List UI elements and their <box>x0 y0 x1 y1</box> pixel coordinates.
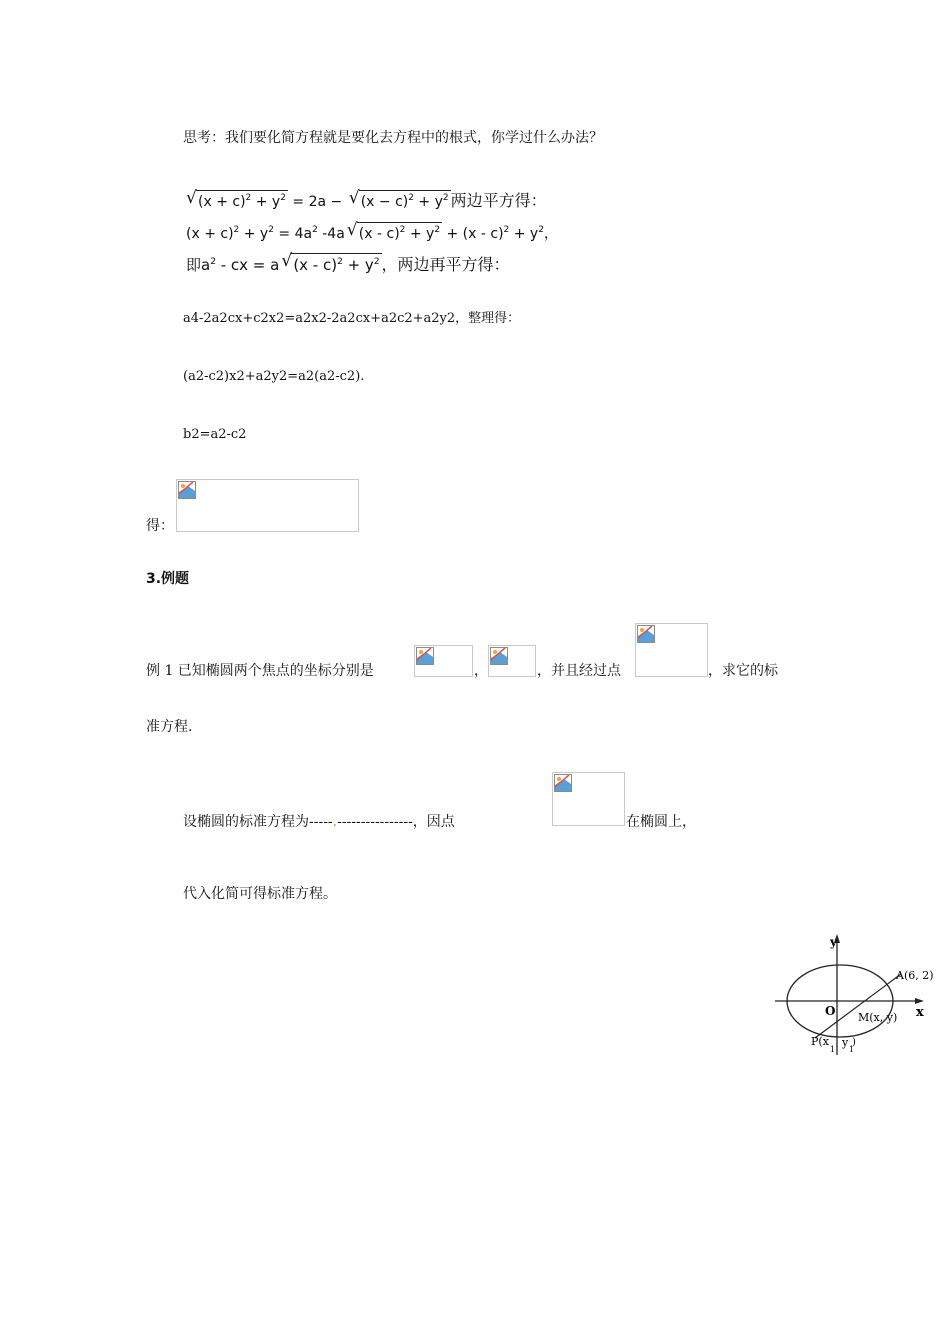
rearranged-equation: (a2-c2)x2+a2y2=a2(a2-c2). <box>183 369 365 384</box>
point-p-subscript-1: 1 <box>830 1045 836 1054</box>
image-placeholder-icon <box>554 774 572 792</box>
point-p-y: y <box>842 1036 849 1049</box>
y-axis-label: y <box>830 935 837 949</box>
x-axis-arrow <box>915 998 924 1004</box>
x-axis-label: x <box>916 1005 924 1020</box>
radical-4: √ $(x - c)^2 + y^2$ <box>291 253 381 276</box>
expanded-equation: a4-2a2cx+c2x2=a2x2-2a2cx+a2c2+a2y2，整理得： <box>183 311 521 326</box>
broken-image-focus-2 <box>488 645 536 677</box>
ellipse-figure <box>770 930 945 1060</box>
image-placeholder-icon <box>178 481 196 499</box>
broken-image-point <box>635 623 708 677</box>
point-p-subscript-2: 1 <box>849 1045 855 1054</box>
example-1-comma: ， <box>474 663 488 679</box>
equation-line-2: $(x + c)^2 + y^2 = 4a^2$ -4a√ $(x - c)^2 + y^2 + (x - c)^2 + y^2$， <box>186 222 558 245</box>
setup-text-a: 设椭圆的标准方程为-----.----------------，因点 <box>183 814 455 830</box>
equation-line-3: 即$a^2$ - cx = a√ $(x - c)^2 + y^2$ ，两边再平方得： <box>186 253 510 276</box>
broken-image-point-2 <box>552 772 625 826</box>
broken-image-focus-1 <box>414 645 473 677</box>
point-m-label: M(x, y) <box>858 1011 898 1024</box>
setup-text-b: 在椭圆上， <box>626 814 696 830</box>
origin-label: O <box>825 1004 836 1018</box>
radical-3: √ $(x - c)^2 + y^2$ <box>357 222 442 245</box>
example-1-text-b: ，并且经过点 <box>537 663 621 679</box>
radical-2: √ $(x - c)^2 + y^2$ <box>359 190 451 213</box>
point-a-label: A(6, 2) <box>896 969 934 982</box>
point-p-label: P(x <box>811 1035 829 1048</box>
blank-dashes: -----.---------------- <box>309 814 413 830</box>
example-1-text-c: ，求它的标 <box>708 663 778 679</box>
substitution-text: 代入化简可得标准方程。 <box>183 886 337 902</box>
example-1-text-a: 例 1 已知椭圆两个焦点的坐标分别是 <box>146 663 374 679</box>
image-placeholder-icon <box>490 647 508 665</box>
equation-line-1: √ $(x + c)^2 + y^2 = 2a$ − √ $(x - c)^2 + y^2$ 两边平方得： <box>186 190 547 213</box>
image-placeholder-icon <box>416 647 434 665</box>
radical-1: √ $(x + c)^2 + y^2$ <box>196 190 288 213</box>
thinking-question: 思考：我们要化简方程就是要化去方程中的根式，你学过什么办法？ <box>183 130 603 146</box>
point-p-close: ) <box>852 1037 856 1048</box>
image-placeholder-icon <box>637 625 655 643</box>
example-1-text-d: 准方程. <box>146 719 193 735</box>
section-heading: 3.例题 <box>146 571 190 587</box>
b-definition: b2=a2-c2 <box>183 427 247 442</box>
result-label: 得： <box>146 518 174 534</box>
broken-image-equation <box>176 479 359 532</box>
